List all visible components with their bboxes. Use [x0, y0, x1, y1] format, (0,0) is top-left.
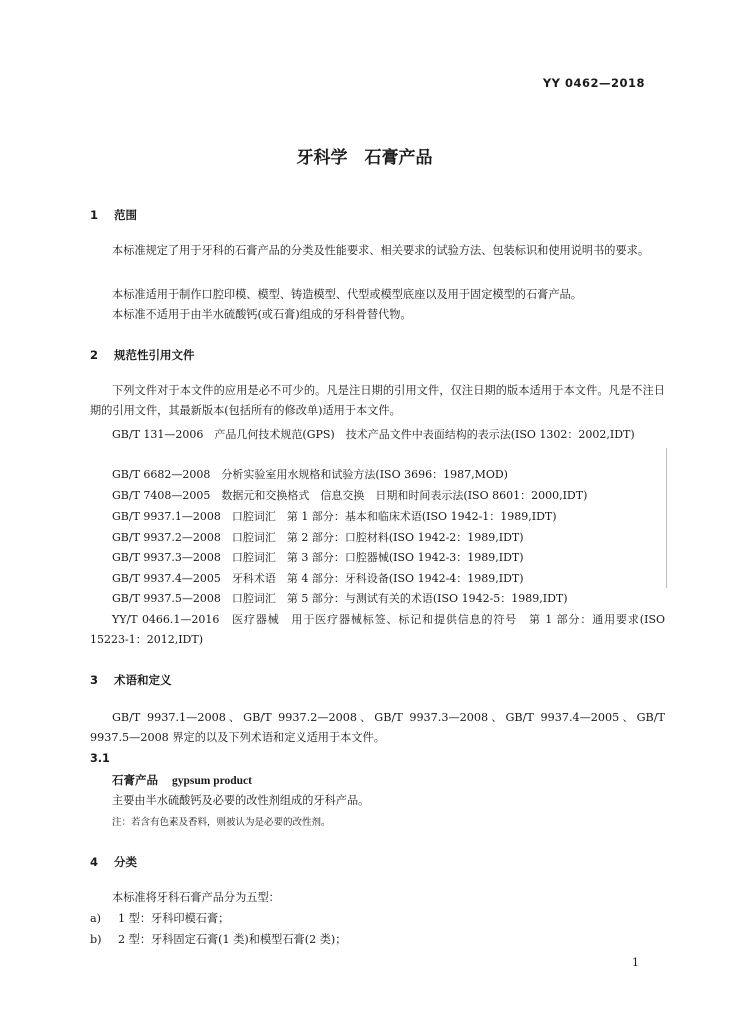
list-item-text: 2 型：牙科固定石膏(1 类)和模型石膏(2 类)； [118, 933, 347, 946]
list-item [90, 931, 346, 947]
section-heading-terms [90, 672, 172, 688]
reference-item: GB/T 7408—2005 数据元和交换格式 信息交换 日期和时间表示法(ISO 8601：2000,IDT) [112, 489, 588, 502]
reference-item: GB/T 9937.2—2008 口腔词汇 第 2 部分：口腔材料(ISO 1942-2：1989,IDT) [112, 531, 524, 544]
section-number: 4 [90, 855, 99, 869]
section-number: 3 [90, 673, 99, 687]
section-title: 范围 [114, 208, 138, 222]
term-note: 注：若含有色素及香料，则被认为是必要的改性剂。 [112, 817, 331, 828]
section-heading-classification [90, 854, 137, 870]
section-title: 术语和定义 [114, 673, 172, 687]
reference-item: GB/T 131—2006 产品几何技术规范(GPS) 技术产品文件中表面结构的表示法(ISO 1302：2002,IDT) [112, 428, 635, 441]
section-number: 2 [90, 348, 99, 362]
scan-margin-line [666, 448, 667, 588]
document-title: 牙科学 石膏产品 [296, 148, 433, 168]
section-heading-scope [90, 207, 137, 223]
paragraph: 本标准不适用于由半水硫酸钙(或石膏)组成的牙科骨替代物。 [112, 308, 412, 321]
paragraph: 本标准将牙科石膏产品分为五型： [112, 891, 280, 904]
reference-item: GB/T 6682—2008 分析实验室用水规格和试验方法(ISO 3696：1987,MOD) [112, 468, 508, 481]
paragraph: GB/T 9937.1—2008、GB/T 9937.2—2008、GB/T 9937.3—2008、GB/T 9937.4—2005、GB/T 9937.5—2008 界定的以及下列术语和定义适用于本文件。 [90, 711, 665, 744]
reference-item: YY/T 0466.1—2016 医疗器械 用于医疗器械标签、标记和提供信息的符号 第 1 部分：通用要求(ISO 15223-1：2012,IDT) [90, 613, 665, 646]
list-item [90, 910, 229, 926]
section-title: 规范性引用文件 [114, 348, 195, 362]
paragraph: 本标准规定了用于牙科的石膏产品的分类及性能要求、相关要求的试验方法、包装标识和使用说明书的要求。 [112, 244, 650, 257]
list-item-text: 1 型：牙科印模石膏； [118, 912, 230, 925]
term-heading [112, 772, 252, 788]
term-definition: 主要由半水硫酸钙及必要的改性剂组成的牙科产品。 [112, 794, 370, 807]
term-chinese: 石膏产品 [112, 773, 158, 787]
paragraph: 下列文件对于本文件的应用是必不可少的。凡是注日期的引用文件，仅注日期的版本适用于本文件。凡是不注日期的引用文件，其最新版本(包括所有的修改单)适用于本文件。 [90, 384, 665, 417]
term-english: gypsum product [172, 775, 252, 787]
reference-item: GB/T 9937.3—2008 口腔词汇 第 3 部分：口腔器械(ISO 1942-3：1989,IDT) [112, 551, 524, 564]
section-number: 1 [90, 208, 99, 222]
standard-number: YY 0462—2018 [542, 76, 645, 90]
section-title: 分类 [114, 855, 138, 869]
list-item-label: a) [90, 912, 102, 925]
reference-item: GB/T 9937.1—2008 口腔词汇 第 1 部分：基本和临床术语(ISO 1942-1：1989,IDT) [112, 510, 557, 523]
section-heading-normative [90, 347, 195, 363]
term-entry-number: 3.1 [90, 752, 110, 765]
paragraph: 本标准适用于制作口腔印模、模型、铸造模型、代型或模型底座以及用于固定模型的石膏产品。 [112, 288, 582, 301]
reference-item: GB/T 9937.4—2005 牙科术语 第 4 部分：牙科设备(ISO 1942-4：1989,IDT) [112, 572, 524, 585]
list-item-label: b) [90, 933, 102, 946]
reference-item: GB/T 9937.5—2008 口腔词汇 第 5 部分：与测试有关的术语(ISO 1942-5：1989,IDT) [112, 592, 568, 605]
page-number: 1 [632, 956, 639, 969]
